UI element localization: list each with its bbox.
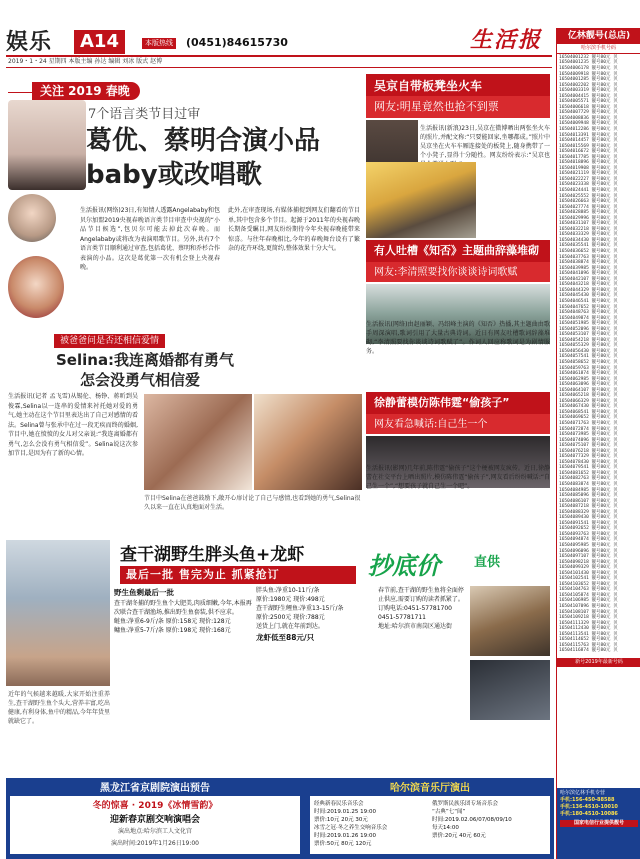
footer-phone-3: 手机:180-4510-10086 xyxy=(560,811,618,817)
selina-photo-2 xyxy=(254,394,362,490)
phone-number-entry: 16504049874 靓号80元 贝 xyxy=(559,315,618,321)
concert-list-1: 经典新春民乐音乐会 时间:2019.01.25 19:00 票价:10元 20元 30元 冰雪之冠·冬之养生交响音乐会 时间:2019.01.26 19:00 票价:50元 80元 120元 xyxy=(314,801,388,847)
lead-photo xyxy=(8,100,86,190)
phone-number-entry: 16504106985 靓号80元 贝 xyxy=(559,598,618,604)
phone-number-entry: 16504086107 靓号80元 贝 xyxy=(559,498,618,504)
phone-number-entry: 16504009948 靓号80元 贝 xyxy=(559,121,618,127)
header-rule-lower xyxy=(6,67,552,68)
ad-column-2-body: 胖头鱼:净重10-11斤/条 原价:1980元 现价:498元 查干湖野生鲤鱼:净重13-15斤/条 原价:2500元 现价:788元 送货上门,就在年前到达。 xyxy=(256,587,344,630)
phone-number-entry: 16504088329 靓号80元 贝 xyxy=(559,509,618,515)
phone-number-entry: 16504097107 靓号80元 贝 xyxy=(559,554,618,560)
phone-number-entry: 16504006178 靓号80元 贝 xyxy=(559,65,618,71)
phone-number-entry: 16504019908 靓号80元 贝 xyxy=(559,165,618,171)
ad-title: 查干湖野生胖头鱼+龙虾 xyxy=(120,545,305,565)
phone-number-entry: 16504101430 靓号80元 贝 xyxy=(559,570,618,576)
ad-column-3-body: 春节前,查干湖的野生鱼将全面停止供应,需要订购的读者抓紧了。 订购电话:0451-57781700 0451-57781711 地址:哈尔滨市南岗区通达街 xyxy=(378,587,464,630)
lead-body-col-2: 此外,在审查现场,有媒体捕捉到网友们翻看的节目单,其中包含多个节目。起源于2011年的央视春晚长期备受瞩目,网友纷纷期待今年央视春晚能带来惊喜。与往年春晚相比,今年的春晚舞台设有了繁杂的花卉环绕,更简约,整体效果十分大气。 xyxy=(228,207,360,252)
phone-number-entry: 16504017785 靓号80元 贝 xyxy=(559,154,618,160)
phone-number-entry: 16504073985 靓号80元 贝 xyxy=(559,432,618,438)
footer-banner: 国家电信行业提供靓号 xyxy=(560,820,638,827)
opera-venue: 演出地点:哈尔滨工人文化宫 xyxy=(117,828,193,835)
phone-number-entry: 16504113541 靓号80元 贝 xyxy=(559,631,618,637)
ad-column-1 xyxy=(114,586,254,766)
phone-number-entry: 16504094874 靓号80元 贝 xyxy=(559,537,618,543)
phone-number-entry: 16504045430 靓号80元 贝 xyxy=(559,293,618,299)
phone-number-entry: 16504037763 靓号80元 贝 xyxy=(559,254,618,260)
phone-number-list xyxy=(557,54,640,658)
classifieds-title: 亿林靓号(总店) xyxy=(557,28,640,44)
portrait-photo xyxy=(8,194,56,242)
ad-body: 近年的气候越来越暖,大家开始注重养生,查干湖野生鱼个头大,营养丰富,吃出健康,有利身体,鱼中的精品,今年年货里就缺它了。 xyxy=(8,691,110,725)
phone-number-entry: 16504098218 靓号80元 贝 xyxy=(559,559,618,565)
phone-number-entry: 16504055329 靓号80元 贝 xyxy=(559,343,618,349)
phone-number-entry: 16504033329 靓号80元 贝 xyxy=(559,232,618,238)
newspaper-logo: 生活报 xyxy=(470,27,543,53)
ad-column-3 xyxy=(378,586,468,766)
ad-column-2 xyxy=(256,586,376,766)
phone-number-entry: 16504082763 靓号80元 贝 xyxy=(559,476,618,482)
lead-body-col-1: 生活报讯(网络)23日,有知情人透露Angelababy和包贝尔加盟2019央视春晚语言类节目审查中央视的“小品节目候选”,包贝尔可能去掉此次春晚。而Angelababy或将改为表演唱歌节目。另外,共有7个语言类节目顺利通过审查,包括葛优、蔡明和乔杉合作表演的小品。这次是葛优第一次有机会登上央视春晚。 xyxy=(80,207,220,271)
feature3-deck: 网友看急喊话:自己生一个 xyxy=(366,414,550,434)
feature3-body: 生活报讯(影网)几年前,陈伟霆“偷孩子”这个梗被网友疯传。近日,徐静蕾在社交平台上晒出照片,模仿陈伟霆“偷孩子”,网友看后纷纷喊话:“自己生一个”,“想要孩子就自己生一个吧”。 xyxy=(366,465,550,490)
phone-number-entry: 16504114652 靓号80元 贝 xyxy=(559,637,618,643)
phone-number-entry: 16504067430 靓号80元 贝 xyxy=(559,404,618,410)
phone-number-entry: 16504006618 靓号80元 贝 xyxy=(559,104,618,110)
hotline-number: (0451)84615730 xyxy=(186,36,288,49)
phone-number-entry: 16504052096 靓号80元 贝 xyxy=(559,326,618,332)
phone-number-entry: 16504032218 靓号80元 贝 xyxy=(559,226,618,232)
phone-number-entry: 16504063096 靓号80元 贝 xyxy=(559,382,618,388)
phone-number-entry: 16504084985 靓号80元 贝 xyxy=(559,487,618,493)
ad-promo: 抄底价 xyxy=(368,552,440,580)
phone-number-entry: 16504013391 靓号80元 贝 xyxy=(559,132,618,138)
phone-number-entry: 16504024441 靓号80元 贝 xyxy=(559,188,618,194)
phone-number-entry: 16504053107 靓号80元 贝 xyxy=(559,332,618,338)
phone-number-entry: 16504115763 靓号80元 贝 xyxy=(559,642,618,648)
phone-number-entry: 16504068541 靓号80元 贝 xyxy=(559,409,618,415)
feature1-headline: 吴京自带板凳坐火车 xyxy=(366,74,550,96)
phone-number-entry: 16504078430 靓号80元 贝 xyxy=(559,459,618,465)
fisherman-photo xyxy=(6,540,110,686)
phone-number-entry: 16504031107 靓号80元 贝 xyxy=(559,221,618,227)
phone-number-entry: 16504018896 靓号80元 贝 xyxy=(559,160,618,166)
kicker-line xyxy=(8,92,32,93)
opera-show: 冬的惊喜 · 2019《冰情雪韵》 xyxy=(92,801,218,811)
fish-product-photo xyxy=(470,586,550,656)
phone-number-entry: 16504079541 靓号80元 贝 xyxy=(559,465,618,471)
phone-number-entry: 16504003319 靓号80元 贝 xyxy=(559,88,618,94)
selina-caption: 节目中Selina在爸爸鼓励下,敞开心扉讨论了自己与感情,也看到她的勇气,Selina很久以来一直在认真地面对生活。 xyxy=(144,495,361,511)
hotline-label: 本版热线 xyxy=(142,38,176,49)
phone-number-entry: 16504089430 靓号80元 贝 xyxy=(559,515,618,521)
selina-photo-1 xyxy=(144,394,252,490)
lead-headline-2: baby或改唱歌 xyxy=(86,160,262,190)
phone-number-entry: 16504012286 靓号80元 贝 xyxy=(559,127,618,132)
phone-number-entry: 16504105874 靓号80元 贝 xyxy=(559,592,618,598)
phone-number-entry: 16504008836 靓号80元 贝 xyxy=(559,115,618,121)
ad-column-1-body: 查干湖冬捕的野生鱼个大肥美,肉质细嫩,今年,本报再次联合查干湖渔场,推出野生鱼套装,供不应求。 鲢鱼:净重6-9斤/条 原价:158元 现价:128元 鳙鱼:净重5-7斤/条 原价:198元 现价:168元 xyxy=(114,600,252,634)
phone-number-entry: 16504103652 靓号80元 贝 xyxy=(559,581,618,587)
portrait-photo-2 xyxy=(8,256,64,318)
page-number: A14 xyxy=(74,30,125,54)
section-name: 娱乐 xyxy=(6,29,53,55)
phone-number-entry: 16504001285 靓号80元 贝 xyxy=(559,77,618,83)
phone-number-entry: 16504076218 靓号80元 贝 xyxy=(559,448,618,454)
feature2-headline: 有人吐槽《知否》主题曲辞藻堆砌 xyxy=(366,240,550,262)
phone-number-entry: 16504056430 靓号80元 贝 xyxy=(559,348,618,354)
phone-number-entry: 16504112430 靓号80元 贝 xyxy=(559,626,618,632)
phone-number-entry: 16504066329 靓号80元 贝 xyxy=(559,398,618,404)
selina-headline-1: Selina:我连离婚都有勇气 xyxy=(56,351,235,369)
phone-number-entry: 16504021119 靓号80元 贝 xyxy=(559,171,618,177)
phone-number-entry: 16504062985 靓号80元 贝 xyxy=(559,376,618,382)
feature1-photo-2 xyxy=(366,162,476,238)
phone-number-entry: 16504061874 靓号80元 贝 xyxy=(559,371,618,377)
phone-number-entry: 16504069652 靓号80元 贝 xyxy=(559,415,618,421)
phone-number-entry: 16504001235 靓号80元 贝 xyxy=(559,60,618,66)
concert-hall-title: 哈尔滨音乐厅演出 xyxy=(390,783,470,794)
phone-number-entry: 16504074096 靓号80元 贝 xyxy=(559,437,618,443)
phone-number-entry: 16504116874 靓号80元 贝 xyxy=(559,648,618,654)
phone-number-entry: 16504001232 靓号80元 贝 xyxy=(559,54,618,60)
classifieds-footer xyxy=(557,788,640,859)
lobster-product-photo xyxy=(470,660,550,720)
phone-number-entry: 16504065218 靓号80元 贝 xyxy=(559,393,618,399)
phone-number-entry: 16504005571 靓号80元 贝 xyxy=(559,99,618,105)
phone-number-entry: 16504072874 靓号80元 贝 xyxy=(559,426,618,432)
phone-number-entry: 16504085096 靓号80元 贝 xyxy=(559,493,618,499)
phone-number-entry: 16504043218 靓号80元 贝 xyxy=(559,282,618,288)
footer-phone-2: 手机:136-4510-10010 xyxy=(560,804,618,810)
feature2-deck: 网友:李清照要找你谈谈诗词歌赋 xyxy=(366,262,550,282)
phone-number-entry: 16504064107 靓号80元 贝 xyxy=(559,387,618,393)
phone-number-entry: 16504087218 靓号80元 贝 xyxy=(559,504,618,510)
opera-date: 演出时间:2019年1月26日19:00 xyxy=(110,840,200,847)
lead-subtitle: 7个语言类节目过审 xyxy=(88,107,201,122)
phone-number-entry: 16504034430 靓号80元 贝 xyxy=(559,237,618,243)
phone-number-entry: 16504009918 靓号80元 贝 xyxy=(559,71,618,77)
feature3-headline: 徐静蕾模仿陈伟霆“偷孩子” xyxy=(366,392,550,414)
phone-number-entry: 16504081652 靓号80元 贝 xyxy=(559,470,618,476)
phone-number-entry: 16504048763 靓号80元 贝 xyxy=(559,310,618,316)
phone-number-entry: 16504022227 靓号80元 贝 xyxy=(559,176,618,182)
phone-number-entry: 16504095985 靓号80元 贝 xyxy=(559,543,618,549)
phone-number-entry: 16504028885 靓号80元 贝 xyxy=(559,210,618,216)
phone-number-entry: 16504093763 靓号80元 贝 xyxy=(559,531,618,537)
phone-number-entry: 16504071763 靓号80元 贝 xyxy=(559,420,618,426)
phone-number-entry: 16504047652 靓号80元 贝 xyxy=(559,304,618,310)
ad-promo-2: 直供 xyxy=(474,555,501,570)
phone-number-entry: 16504092652 靓号80元 贝 xyxy=(559,526,618,532)
footer-title: 哈尔滨亿林手机专营 xyxy=(560,790,606,796)
footer-phone-1: 手机:156-450-88588 xyxy=(560,797,615,803)
phone-number-entry: 16504026663 靓号80元 贝 xyxy=(559,199,618,205)
opera-title: 黑龙江省京剧院演出预告 xyxy=(100,783,210,794)
phone-number-entry: 16504054218 靓号80元 贝 xyxy=(559,337,618,343)
phone-number-entry: 16504015569 靓号80元 贝 xyxy=(559,143,618,149)
phone-number-entry: 16504038874 靓号80元 贝 xyxy=(559,260,618,266)
phone-number-entry: 16504109218 靓号80元 贝 xyxy=(559,615,618,621)
phone-number-entry: 16504099329 靓号80元 贝 xyxy=(559,565,618,571)
phone-number-entry: 16504023338 靓号80元 贝 xyxy=(559,182,618,188)
phone-number-entry: 16504039985 靓号80元 贝 xyxy=(559,265,618,271)
phone-number-entry: 16504044329 靓号80元 贝 xyxy=(559,287,618,293)
phone-number-entry: 16504041096 靓号80元 贝 xyxy=(559,271,618,277)
phone-number-entry: 16504059763 靓号80元 贝 xyxy=(559,365,618,371)
phone-number-entry: 16504107096 靓号80元 贝 xyxy=(559,604,618,610)
phone-number-entry: 16504083874 靓号80元 贝 xyxy=(559,482,618,487)
phone-number-entry: 16504025552 靓号80元 贝 xyxy=(559,193,618,199)
phone-number-entry: 16504029996 靓号80元 贝 xyxy=(559,215,618,221)
ad-slogan: 最后一批 售完为止 抓紧抢订 xyxy=(120,566,356,584)
phone-number-entry: 16504111329 靓号80元 贝 xyxy=(559,620,618,626)
feature1-deck: 网友:明星竟然也抢不到票 xyxy=(366,96,550,118)
phone-number-entry: 16504104763 靓号80元 贝 xyxy=(559,587,618,593)
selina-body: 生活报讯(记者 孟飞雪)从锡伦、杨铮、蒋昕到吴俊霖,Selina以一连串的爱情来衬托她对爱的勇气,她主动在这个节目里表达出了自己对感情的看法。Selina曾与张承中在过一段无疾而终的婚姻,节目中,她在愤愤的女儿对父亲说:“我连离婚都有勇气,怎么会没有勇气相信爱”。Selina说这次参加节目,是因为有了新的心情。 xyxy=(8,393,138,457)
ad-column-2-head: 龙虾低至88元/只 xyxy=(256,633,315,642)
feature1-body: 生活报讯(新浪)23日,吴京在微博晒出两张坐火车的照片,并配文称:“只要能回家,坐哪都成。”照片中吴京坐在火车车厢连接处的板凳上,随身携带了一个小凳子,显得十分随性。网友纷纷表示:“吴京也 xyxy=(420,125,550,159)
classifieds-subtitle: 哈尔滨手机号码 xyxy=(557,44,640,54)
phone-number-entry: 16504077329 靓号80元 贝 xyxy=(559,454,618,460)
phone-number-entry: 16504057541 靓号80元 贝 xyxy=(559,354,618,360)
phone-number-entry: 16504058652 靓号80元 贝 xyxy=(559,359,618,365)
lead-headline-1: 葛优、蔡明合演小品 xyxy=(86,126,321,156)
classifieds-mid-banner: 新号2019年最新号码 xyxy=(557,658,640,667)
selina-headline-2: 怎会没勇气相信爱 xyxy=(80,371,201,389)
issue-meta: 2019・1・24 星期四 本版主编 孙达 编辑 刘冰 版式 赵博 xyxy=(8,58,163,65)
phone-number-entry: 16504036652 靓号80元 贝 xyxy=(559,249,618,255)
phone-number-entry: 16504007729 靓号80元 贝 xyxy=(559,110,618,116)
ad-column-1-head: 野生鱼剩最后一批 xyxy=(114,588,174,597)
lead-kicker: 关注 2019 春晚 xyxy=(32,82,140,100)
feature2-body: 生活报讯(网络)由赵丽颖、冯绍峰主演的《知否》热播,其主题曲由歌手周深演唱,歌词引用了大量古典诗词。近日有网友吐槽歌词辞藻堆砌,“李清照要找你谈谈诗词歌赋了”。作词人回应称歌词是为剧情服务。 xyxy=(366,321,550,355)
phone-number-entry: 16504035541 靓号80元 贝 xyxy=(559,243,618,249)
opera-show-2: 迎新春京剧交响演唱会 xyxy=(109,815,200,825)
phone-number-entry: 16504046541 靓号80元 贝 xyxy=(559,298,618,304)
phone-number-entry: 16504027774 靓号80元 贝 xyxy=(559,204,618,210)
phone-number-entry: 16504075107 靓号80元 贝 xyxy=(559,443,618,449)
phone-number-entry: 16504108107 靓号80元 贝 xyxy=(559,609,618,615)
phone-number-entry: 16504042107 靓号80元 贝 xyxy=(559,276,618,282)
phone-number-entry: 16504002202 靓号80元 贝 xyxy=(559,82,618,88)
phone-number-entry: 16504016672 靓号80元 贝 xyxy=(559,149,618,155)
phone-number-entry: 16504004415 靓号80元 贝 xyxy=(559,93,618,99)
selina-kicker: 被爸爸问是否还相信爱情 xyxy=(54,334,165,348)
phone-number-entry: 16504091541 靓号80元 贝 xyxy=(559,520,618,526)
phone-number-entry: 16504102541 靓号80元 贝 xyxy=(559,576,618,582)
concert-list-2: 俄罗斯民族乐团专场音乐会 “古典”七“闻” 时间:2019.02.06/07/08/09/10 每天14:00 票价:20元 40元 60元 xyxy=(432,801,512,839)
phone-number-entry: 16504051985 靓号80元 贝 xyxy=(559,321,618,327)
phone-number-entry: 16504014457 靓号80元 贝 xyxy=(559,138,618,144)
phone-number-entry: 16504096096 靓号80元 贝 xyxy=(559,548,618,554)
classifieds-column xyxy=(556,28,640,859)
